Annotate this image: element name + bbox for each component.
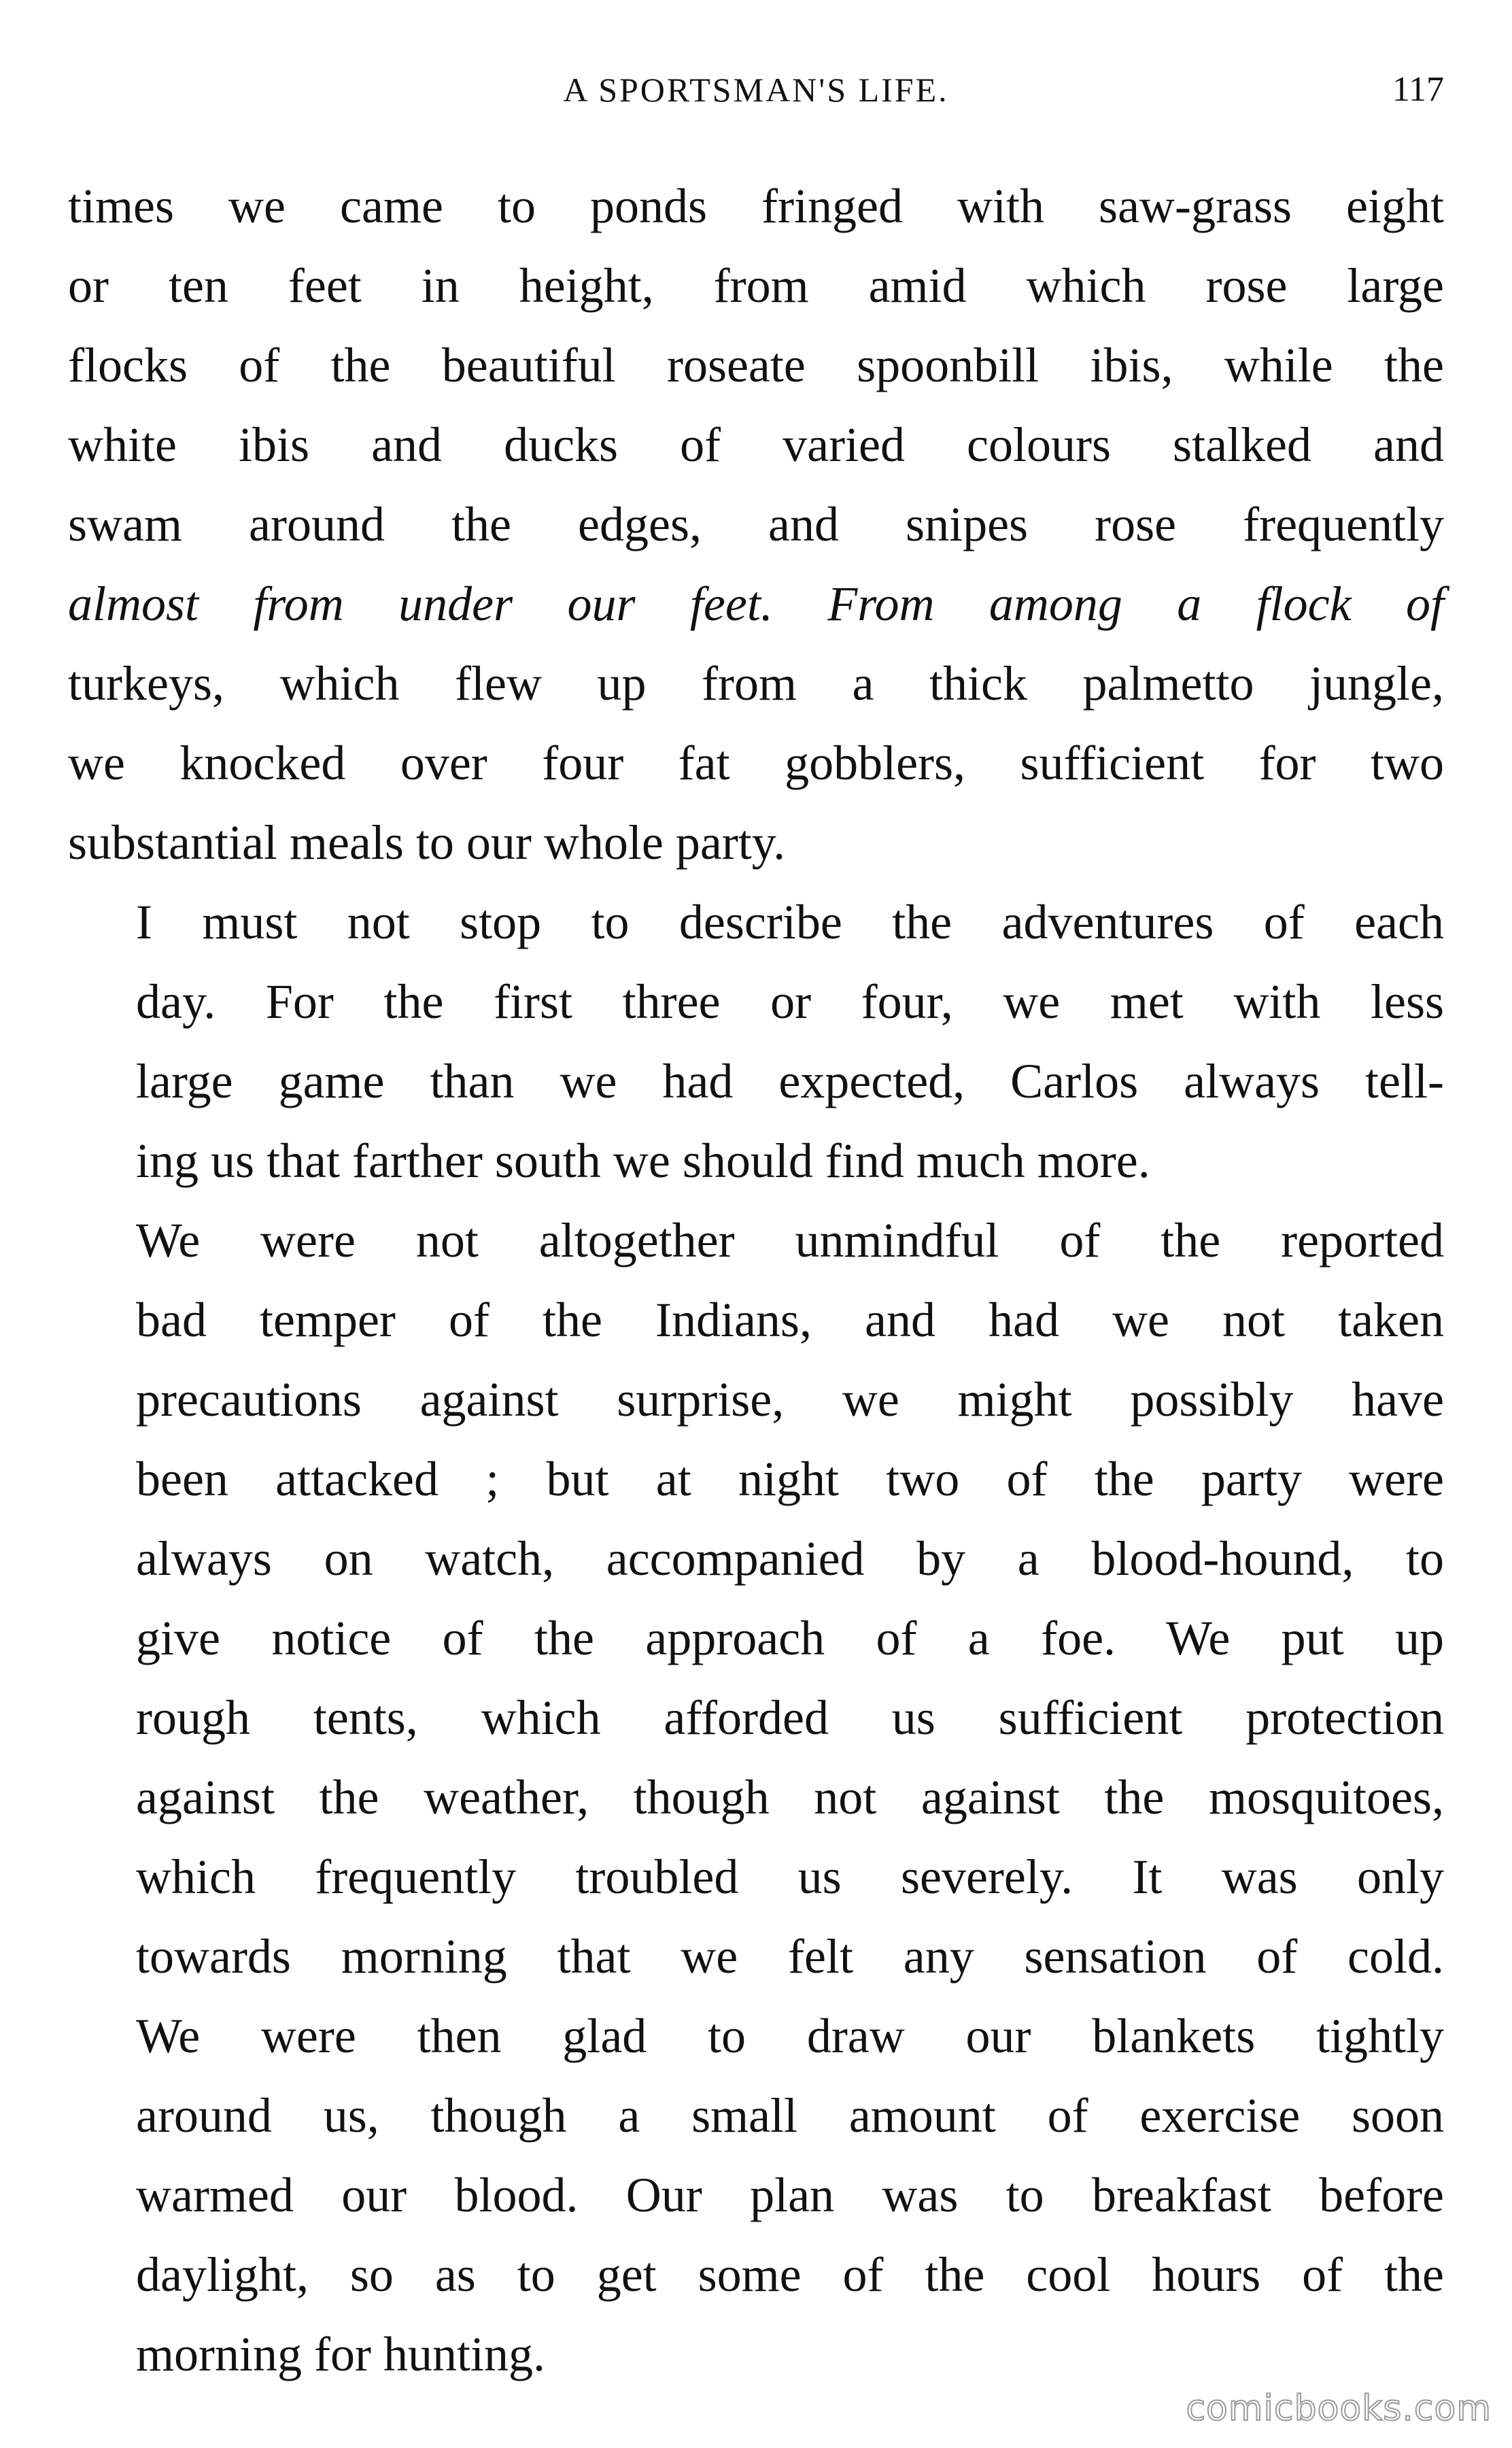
text-line: been attacked ; but at night two of the party were: [136, 1452, 1444, 1506]
text-line: around us, though a small amount of exercise soon: [136, 2088, 1444, 2143]
page-number: 117: [1392, 70, 1444, 109]
running-head: [68, 63, 1444, 117]
watermark: comicbooks.com: [1186, 2388, 1492, 2429]
text-line: which frequently troubled us severely. It was only: [136, 1850, 1444, 1904]
paragraph-1: [68, 167, 1444, 883]
body-text: [68, 167, 1444, 2394]
text-line: times we came to ponds fringed with saw-grass eight: [68, 179, 1444, 233]
text-line: morning for hunting.: [136, 2327, 545, 2381]
text-line: towards morning that we felt any sensation of cold.: [136, 1929, 1444, 1984]
text-line: bad temper of the Indians, and had we not taken: [136, 1293, 1444, 1347]
paragraph-2: [68, 883, 1444, 1201]
text-line: or ten feet in height, from amid which rose large: [68, 258, 1444, 313]
text-line: swam around the edges, and snipes rose frequently: [68, 497, 1444, 551]
text-line: precautions against surprise, we might possibly have: [136, 1372, 1444, 1427]
paragraph-3: [68, 1201, 1444, 2394]
text-line: always on watch, accompanied by a blood-hound, to: [136, 1531, 1444, 1586]
text-line: white ibis and ducks of varied colours stalked and: [68, 418, 1444, 472]
text-line: I must not stop to describe the adventures of each: [136, 895, 1444, 949]
text-line: almost from under our feet. From among a flock of: [68, 577, 1444, 631]
text-line: We were not altogether unmindful of the reported: [136, 1213, 1444, 1268]
text-line: substantial meals to our whole party.: [68, 815, 786, 870]
text-line: large game than we had expected, Carlos always tell-: [136, 1054, 1444, 1108]
text-line: we knocked over four fat gobblers, sufficient for two: [68, 736, 1444, 790]
running-title: A SPORTSMAN'S LIFE.: [563, 71, 949, 109]
text-line: against the weather, though not against the mosquitoes,: [136, 1770, 1444, 1824]
text-line: rough tents, which afforded us sufficient protection: [136, 1690, 1444, 1745]
text-line: give notice of the approach of a foe. We put up: [136, 1611, 1444, 1665]
text-line: flocks of the beautiful roseate spoonbill ibis, while the: [68, 338, 1444, 392]
text-line: warmed our blood. Our plan was to breakfast before: [136, 2168, 1444, 2222]
text-line: ing us that farther south we should find much more.: [136, 1134, 1150, 1188]
text-line: We were then glad to draw our blankets tightly: [136, 2009, 1444, 2063]
text-line: day. For the first three or four, we met with less: [136, 974, 1444, 1029]
text-line: daylight, so as to get some of the cool hours of the: [136, 2247, 1444, 2302]
text-line: turkeys, which flew up from a thick palmetto jungle,: [68, 656, 1444, 711]
